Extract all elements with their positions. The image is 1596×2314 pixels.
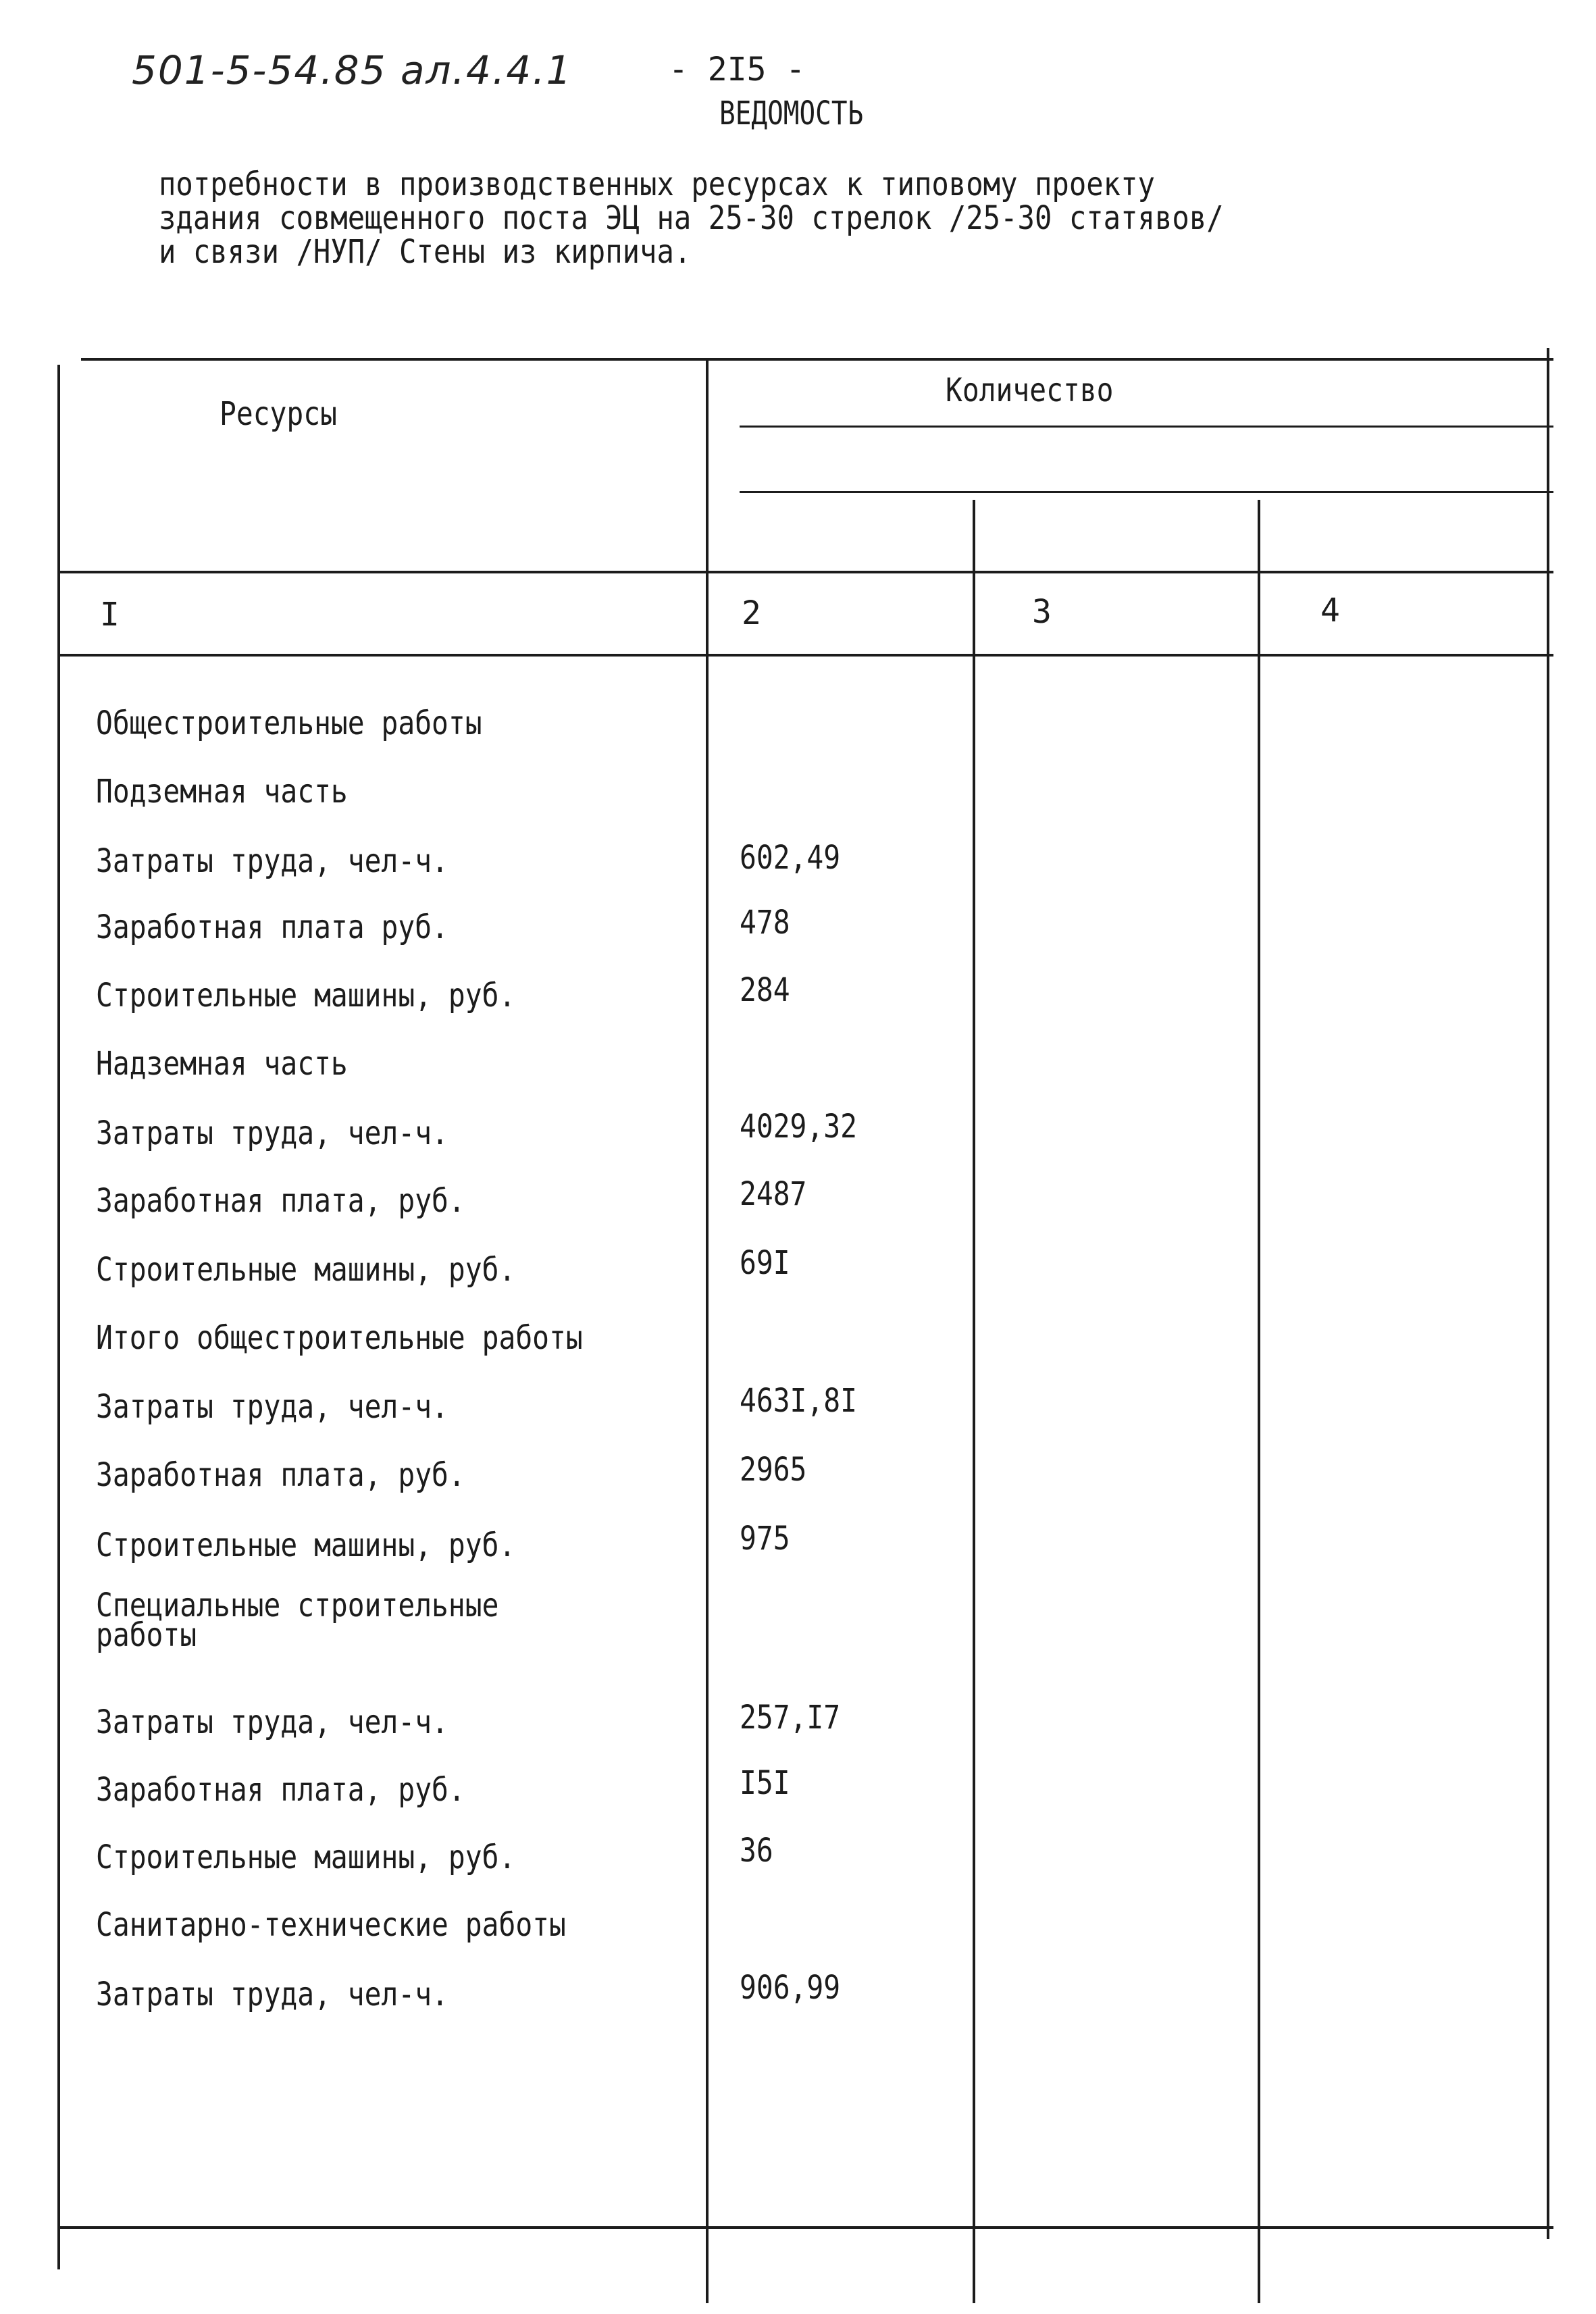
- row-label: Заработная плата, руб.: [96, 1182, 465, 1220]
- row-label: Специальные строительные работы: [96, 1587, 499, 1654]
- row-label: Санитарно-технические работы: [96, 1906, 566, 1944]
- column-divider-1: [706, 358, 709, 2303]
- row-label: Строительные машины, руб.: [96, 1251, 516, 1289]
- document-subtitle: [159, 165, 1224, 271]
- row-value: 602,49: [740, 839, 841, 877]
- row-label: Затраты труда, чел-ч.: [96, 1703, 448, 1741]
- row-value: 906,99: [740, 1969, 841, 2007]
- row-value: I5I: [740, 1764, 790, 1802]
- table-bottom-border: [57, 2226, 1553, 2229]
- row-value: 4029,32: [740, 1108, 857, 1146]
- column-divider-2: [973, 500, 975, 2303]
- table-top-border: [81, 358, 1553, 361]
- row-label: Строительные машины, руб.: [96, 1526, 516, 1564]
- subtitle-line-1: потребности в производственных ресурсах к типовому проекту: [159, 165, 1155, 203]
- column-number-4: 4: [1320, 592, 1340, 629]
- row-value: 69I: [740, 1244, 790, 1282]
- header-bottom-border: [57, 571, 1553, 573]
- document-code: 501-5-54.85 ал.4.4.1: [132, 47, 573, 93]
- row-label: Затраты труда, чел-ч.: [96, 842, 448, 880]
- row-label: Заработная плата, руб.: [96, 1456, 465, 1494]
- row-value: 463I,8I: [740, 1382, 857, 1420]
- row-value: 478: [740, 904, 790, 942]
- row-label: Заработная плата руб.: [96, 908, 448, 946]
- document-title: ВЕДОМОСТЬ: [719, 95, 864, 132]
- column-number-1: I: [100, 596, 120, 634]
- row-value: 36: [740, 1832, 773, 1870]
- quantity-underline-2: [740, 491, 1553, 493]
- column-divider-3: [1258, 500, 1260, 2303]
- table-left-border: [57, 365, 60, 2269]
- resources-header: Ресурсы: [220, 395, 337, 433]
- row-value: 2487: [740, 1175, 807, 1213]
- subtitle-line-3: и связи /НУП/ Стены из кирпича.: [159, 233, 692, 271]
- quantity-header: Количество: [946, 371, 1114, 409]
- row-label: Строительные машины, руб.: [96, 977, 516, 1014]
- row-label: Затраты труда, чел-ч.: [96, 1388, 448, 1426]
- row-value: 2965: [740, 1451, 807, 1489]
- table-right-border: [1547, 348, 1549, 2239]
- row-label: Надземная часть: [96, 1045, 348, 1083]
- row-value: 257,I7: [740, 1699, 841, 1737]
- subtitle-line-2: здания совмещенного поста ЭЦ на 25-30 стрелок /25-30 статявов/: [159, 199, 1224, 237]
- row-label: Общестроительные работы: [96, 704, 482, 742]
- row-label: Затраты труда, чел-ч.: [96, 1976, 448, 2013]
- row-label: Строительные машины, руб.: [96, 1839, 516, 1876]
- row-label: Итого общестроительные работы: [96, 1319, 583, 1357]
- quantity-underline-1: [740, 426, 1553, 428]
- row-label: Подземная часть: [96, 773, 348, 811]
- page-number: - 2I5 -: [669, 51, 806, 88]
- column-number-2: 2: [742, 594, 761, 632]
- column-number-3: 3: [1032, 593, 1052, 631]
- column-number-bottom-border: [57, 654, 1553, 657]
- row-value: 975: [740, 1520, 790, 1558]
- row-label: Затраты труда, чел-ч.: [96, 1114, 448, 1152]
- row-value: 284: [740, 971, 790, 1009]
- row-label: Заработная плата, руб.: [96, 1771, 465, 1809]
